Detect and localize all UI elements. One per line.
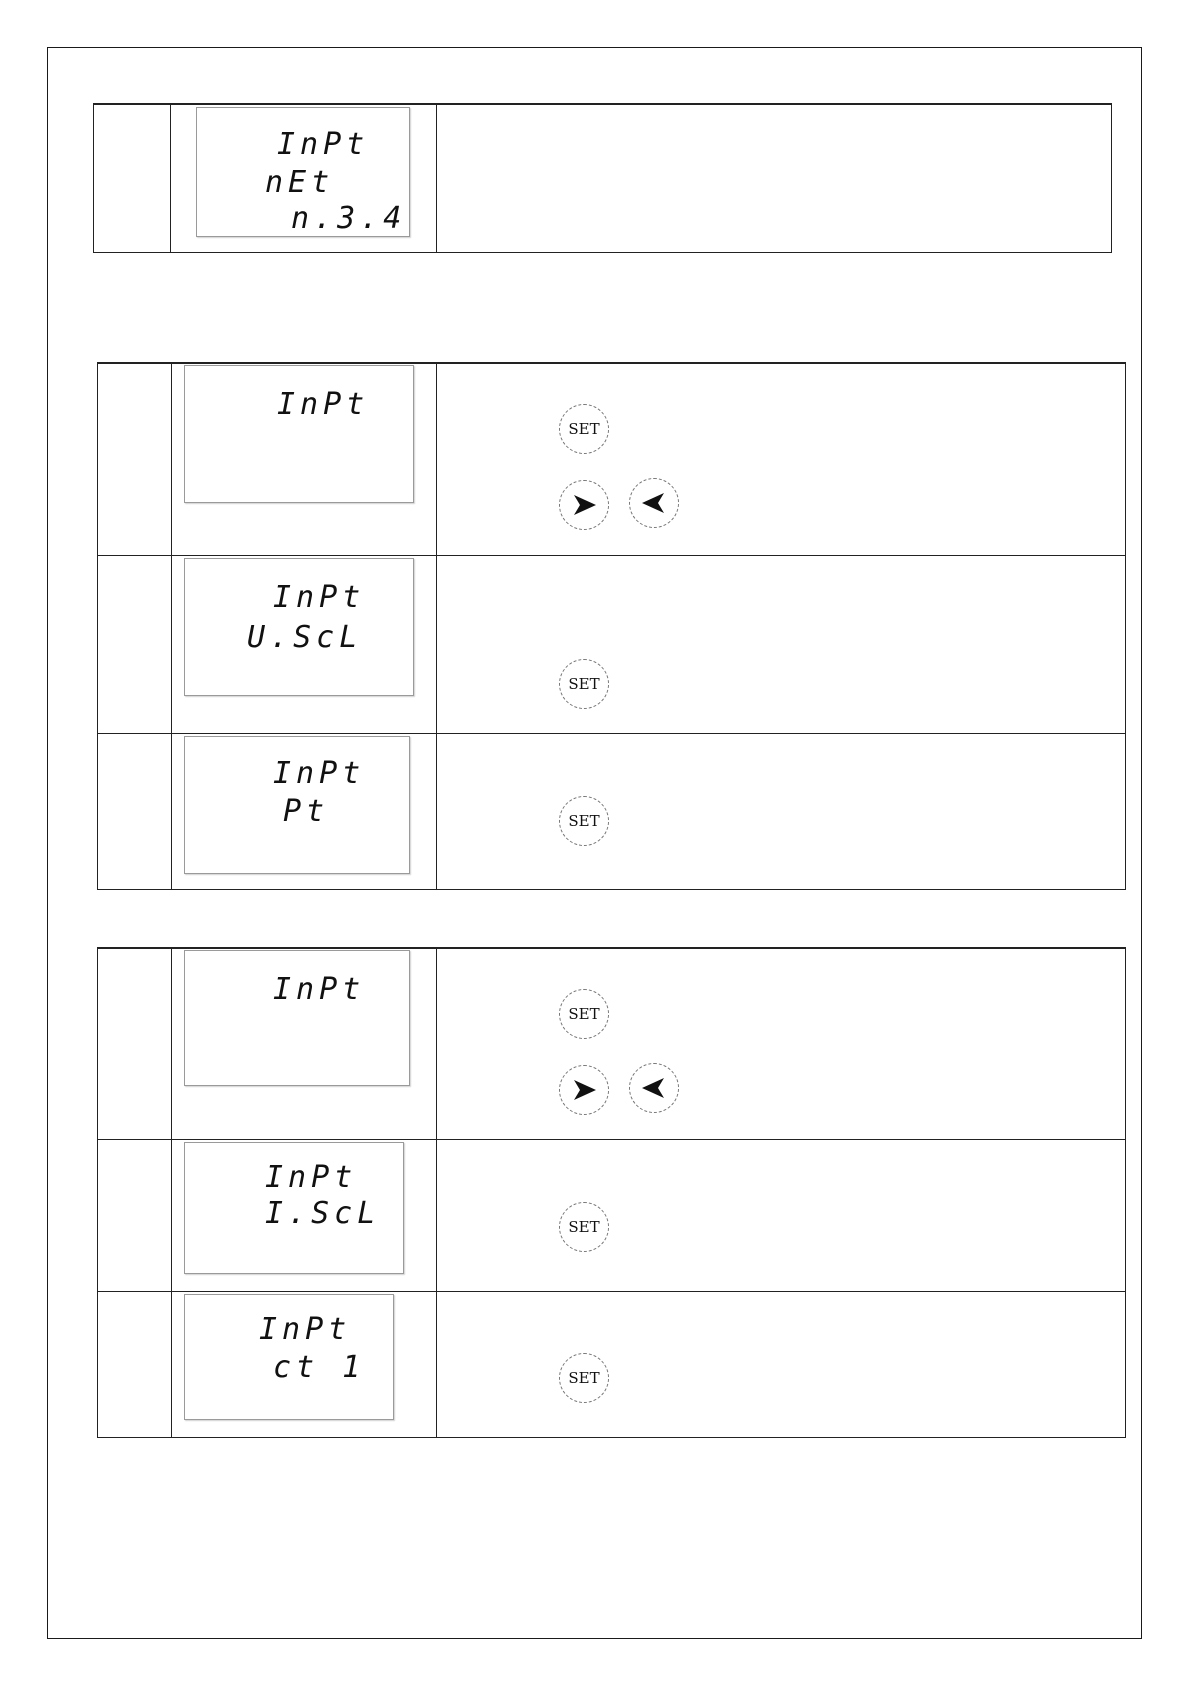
lcd-display — [184, 558, 414, 696]
lcd-line-1: InPt — [277, 127, 370, 162]
right-arrow-icon — [569, 1078, 599, 1102]
lcd-display — [184, 1294, 394, 1420]
table-current-scale — [97, 947, 1126, 1438]
set-label: SET — [568, 420, 600, 438]
left-arrow-button[interactable] — [629, 1063, 679, 1113]
lcd-display — [184, 365, 414, 503]
table-input-network — [93, 103, 1112, 253]
table-row — [98, 733, 1125, 891]
lcd-line-1: InPt — [273, 756, 366, 791]
lcd-display — [184, 950, 410, 1086]
set-button[interactable] — [559, 659, 609, 709]
lcd-display — [184, 736, 410, 874]
set-button[interactable] — [559, 1353, 609, 1403]
lcd-line-3: n.3.4 — [291, 201, 407, 236]
table-row — [98, 948, 1125, 1139]
right-arrow-button[interactable] — [559, 480, 609, 530]
set-button[interactable] — [559, 796, 609, 846]
right-arrow-button[interactable] — [559, 1065, 609, 1115]
lcd-line-1: InPt — [273, 972, 366, 1007]
left-arrow-button[interactable] — [629, 478, 679, 528]
lcd-line-2: U.ScL — [247, 620, 363, 655]
set-label: SET — [568, 812, 600, 830]
lcd-display — [196, 107, 410, 237]
table-voltage-scale — [97, 362, 1126, 890]
lcd-display — [184, 1142, 404, 1274]
lcd-line-1: InPt — [265, 1160, 358, 1195]
set-button[interactable] — [559, 404, 609, 454]
set-button[interactable] — [559, 1202, 609, 1252]
table-row — [98, 1291, 1125, 1439]
lcd-line-1: InPt — [273, 580, 366, 615]
lcd-line-2: nEt — [265, 165, 335, 200]
table-row — [98, 1139, 1125, 1291]
set-label: SET — [568, 1369, 600, 1387]
lcd-line-2: ct 1 — [273, 1350, 366, 1385]
table-row — [98, 363, 1125, 555]
lcd-line-1: InPt — [277, 387, 370, 422]
right-arrow-icon — [569, 493, 599, 517]
set-button[interactable] — [559, 989, 609, 1039]
lcd-line-2: I.ScL — [265, 1196, 381, 1231]
set-label: SET — [568, 675, 600, 693]
table-row — [94, 104, 1111, 254]
set-label: SET — [568, 1218, 600, 1236]
left-arrow-icon — [639, 491, 669, 515]
table-row — [98, 555, 1125, 733]
left-arrow-icon — [639, 1076, 669, 1100]
lcd-line-2: Pt — [283, 794, 330, 829]
lcd-line-1: InPt — [259, 1312, 352, 1347]
set-label: SET — [568, 1005, 600, 1023]
